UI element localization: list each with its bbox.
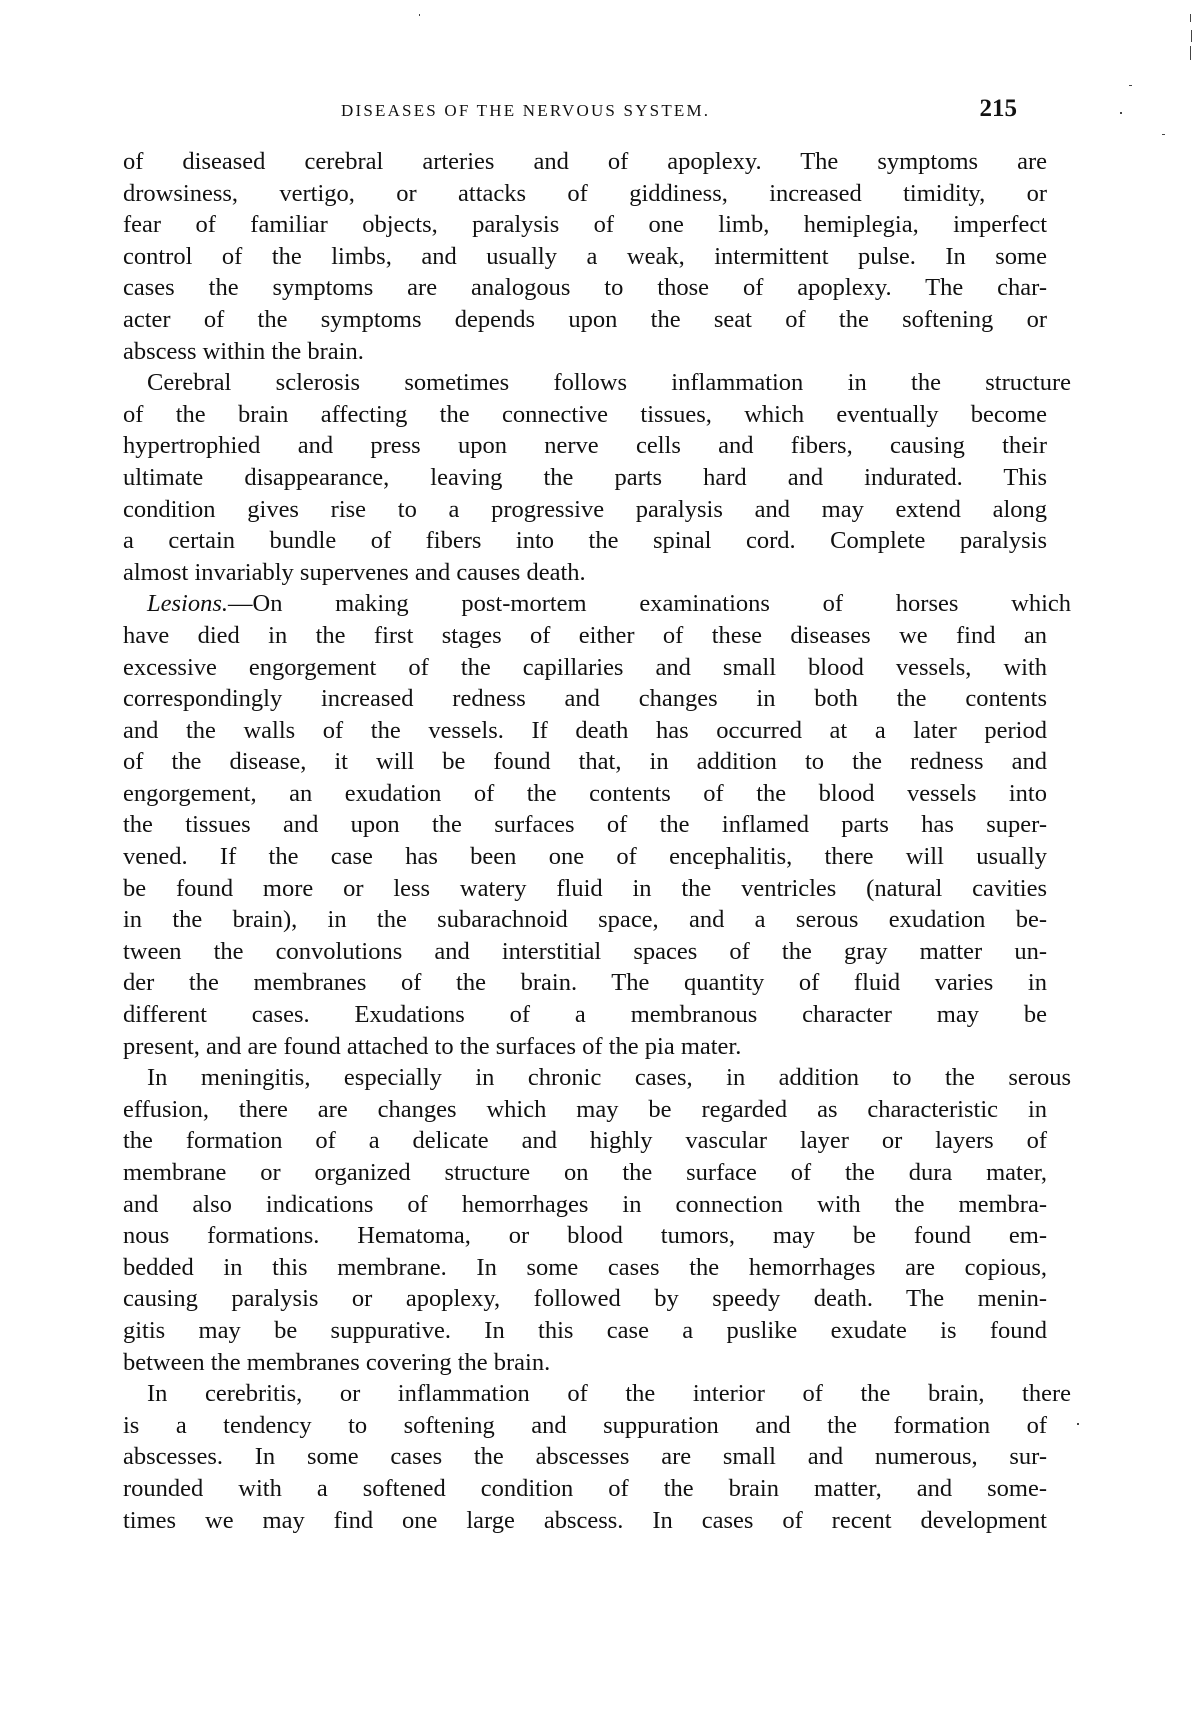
- text-line: [123, 336, 1047, 368]
- text-line: [123, 652, 1047, 684]
- line-text: a certain bundle of fibers into the spinal cord. Complete paralysis: [123, 527, 1047, 555]
- text-line: [123, 399, 1047, 431]
- text-line: [123, 841, 1047, 873]
- line-text: condition gives rise to a progressive paralysis and may extend along: [123, 495, 1047, 523]
- line-text: be found more or less watery fluid in the ventricles (natural cavities: [123, 874, 1047, 902]
- line-text: engorgement, an exudation of the contents of the blood vessels into: [123, 779, 1047, 807]
- line-text: gitis may be suppurative. In this case a puslike exudate is found: [123, 1316, 1047, 1344]
- line-text: present, and are found attached to the surfaces of the pia mater.: [123, 1032, 742, 1060]
- text-line: [123, 904, 1047, 936]
- scan-artifact: [1129, 85, 1132, 86]
- line-text: and also indications of hemorrhages in connection with the membra-: [123, 1190, 1047, 1218]
- line-text: in the brain), in the subarachnoid space, and a serous exudation be-: [123, 906, 1047, 934]
- line-text: of diseased cerebral arteries and of apoplexy. The symptoms are: [123, 148, 1047, 175]
- line-text: times we may find one large abscess. In cases of recent development: [123, 1506, 1047, 1534]
- paragraph: [123, 588, 1071, 1062]
- text-line: [123, 146, 1047, 178]
- text-line: [123, 683, 1047, 715]
- line-text: control of the limbs, and usually a weak, intermittent pulse. In some: [123, 242, 1047, 270]
- paragraph: [123, 367, 1071, 588]
- text-line: [123, 241, 1047, 273]
- line-text: causing paralysis or apoplexy, followed by speedy death. The menin-: [123, 1285, 1047, 1313]
- line-text: of the brain affecting the connective tissues, which eventually become: [123, 400, 1047, 428]
- text-line: [123, 967, 1047, 999]
- text-line: [123, 746, 1047, 778]
- line-text: acter of the symptoms depends upon the seat of the softening or: [123, 305, 1047, 333]
- line-text: tween the convolutions and interstitial spaces of the gray matter un-: [123, 937, 1047, 965]
- scan-artifact: [1077, 1423, 1079, 1425]
- line-text: rounded with a softened condition of the brain matter, and some-: [123, 1474, 1047, 1502]
- line-text: nous formations. Hematoma, or blood tumors, may be found em-: [123, 1222, 1047, 1250]
- body-text: [123, 146, 1071, 1536]
- line-text: correspondingly increased redness and changes in both the contents: [123, 685, 1047, 713]
- line-text: —On making post-mortem examinations of horses which: [228, 590, 1071, 618]
- text-line: [123, 557, 1047, 589]
- line-text: have died in the first stages of either of these diseases we find an: [123, 621, 1047, 649]
- text-line: [123, 1157, 1047, 1189]
- line-text: In cerebritis, or inflammation of the interior of the brain, there: [147, 1380, 1071, 1408]
- section-label: Lesions.: [147, 590, 229, 618]
- line-text: cases the symptoms are analogous to those of apoplexy. The char-: [123, 274, 1047, 302]
- scan-artifact: [1191, 30, 1192, 42]
- line-text: fear of familiar objects, paralysis of one limb, hemiplegia, imperfect: [123, 211, 1047, 239]
- text-line: [123, 778, 1047, 810]
- scan-artifact: [1190, 14, 1191, 22]
- line-text: excessive engorgement of the capillaries and small blood vessels, with: [123, 653, 1047, 681]
- line-text: Cerebral sclerosis sometimes follows inflammation in the structure: [147, 369, 1071, 397]
- line-text: vened. If the case has been one of encephalitis, there will usually: [123, 843, 1047, 871]
- text-line: [123, 1283, 1047, 1315]
- text-line: [123, 588, 1071, 620]
- text-line: [123, 809, 1047, 841]
- paragraph: [123, 1378, 1071, 1536]
- text-line: [123, 1220, 1047, 1252]
- line-text: effusion, there are changes which may be regarded as characteristic in: [123, 1095, 1047, 1123]
- text-line: [123, 462, 1047, 494]
- scan-artifact: [1162, 134, 1165, 135]
- text-line: [123, 367, 1071, 399]
- line-text: In meningitis, especially in chronic cases, in addition to the serous: [147, 1064, 1071, 1092]
- line-text: the formation of a delicate and highly vascular layer or layers of: [123, 1127, 1047, 1155]
- line-text: abscesses. In some cases the abscesses are small and numerous, sur-: [123, 1443, 1047, 1471]
- text-line: [123, 1441, 1047, 1473]
- line-text: der the membranes of the brain. The quantity of fluid varies in: [123, 969, 1047, 997]
- line-text: membrane or organized structure on the surface of the dura mater,: [123, 1159, 1047, 1186]
- line-text: hypertrophied and press upon nerve cells and fibers, causing their: [123, 432, 1047, 460]
- scan-artifact: [1120, 112, 1122, 114]
- text-line: [123, 1505, 1047, 1537]
- line-text: almost invariably supervenes and causes death.: [123, 558, 586, 586]
- text-line: [123, 304, 1047, 336]
- page-number: 215: [979, 95, 1017, 122]
- text-line: [123, 178, 1047, 210]
- text-line: [123, 936, 1047, 968]
- line-text: of the disease, it will be found that, in addition to the redness and: [123, 748, 1047, 776]
- text-line: [123, 525, 1047, 557]
- running-head: [123, 95, 1047, 127]
- line-text: abscess within the brain.: [123, 337, 364, 365]
- line-text: different cases. Exudations of a membranous character may be: [123, 1001, 1047, 1029]
- text-line: [123, 715, 1047, 747]
- text-line: [123, 999, 1047, 1031]
- text-line: [123, 1031, 1047, 1063]
- text-line: [123, 430, 1047, 462]
- text-line: [123, 209, 1047, 241]
- line-text: and the walls of the vessels. If death has occurred at a later period: [123, 716, 1047, 744]
- paragraph: [123, 146, 1047, 367]
- text-line: [123, 1473, 1047, 1505]
- line-text: between the membranes covering the brain.: [123, 1348, 551, 1376]
- text-line: [123, 1252, 1047, 1284]
- text-line: [123, 272, 1047, 304]
- text-line: [123, 1315, 1047, 1347]
- text-line: [123, 1125, 1047, 1157]
- text-line: [123, 1410, 1047, 1442]
- paragraph: [123, 1062, 1071, 1378]
- line-text: the tissues and upon the surfaces of the inflamed parts has super-: [123, 811, 1047, 839]
- line-text: ultimate disappearance, leaving the parts hard and indurated. This: [123, 463, 1047, 491]
- line-text: drowsiness, vertigo, or attacks of giddiness, increased timidity, or: [123, 179, 1047, 207]
- text-line: [123, 873, 1047, 905]
- text-line: [123, 1347, 1047, 1379]
- scan-artifact: [1190, 46, 1191, 60]
- text-line: [123, 1062, 1071, 1094]
- text-line: [123, 494, 1047, 526]
- text-line: [123, 1094, 1047, 1126]
- line-text: is a tendency to softening and suppuration and the formation of: [123, 1411, 1047, 1439]
- running-title: DISEASES OF THE NERVOUS SYSTEM.: [341, 101, 711, 120]
- line-text: bedded in this membrane. In some cases the hemorrhages are copious,: [123, 1253, 1047, 1281]
- text-line: [123, 1189, 1047, 1221]
- text-line: [123, 1378, 1071, 1410]
- text-line: [123, 620, 1047, 652]
- scan-artifact: [419, 14, 420, 16]
